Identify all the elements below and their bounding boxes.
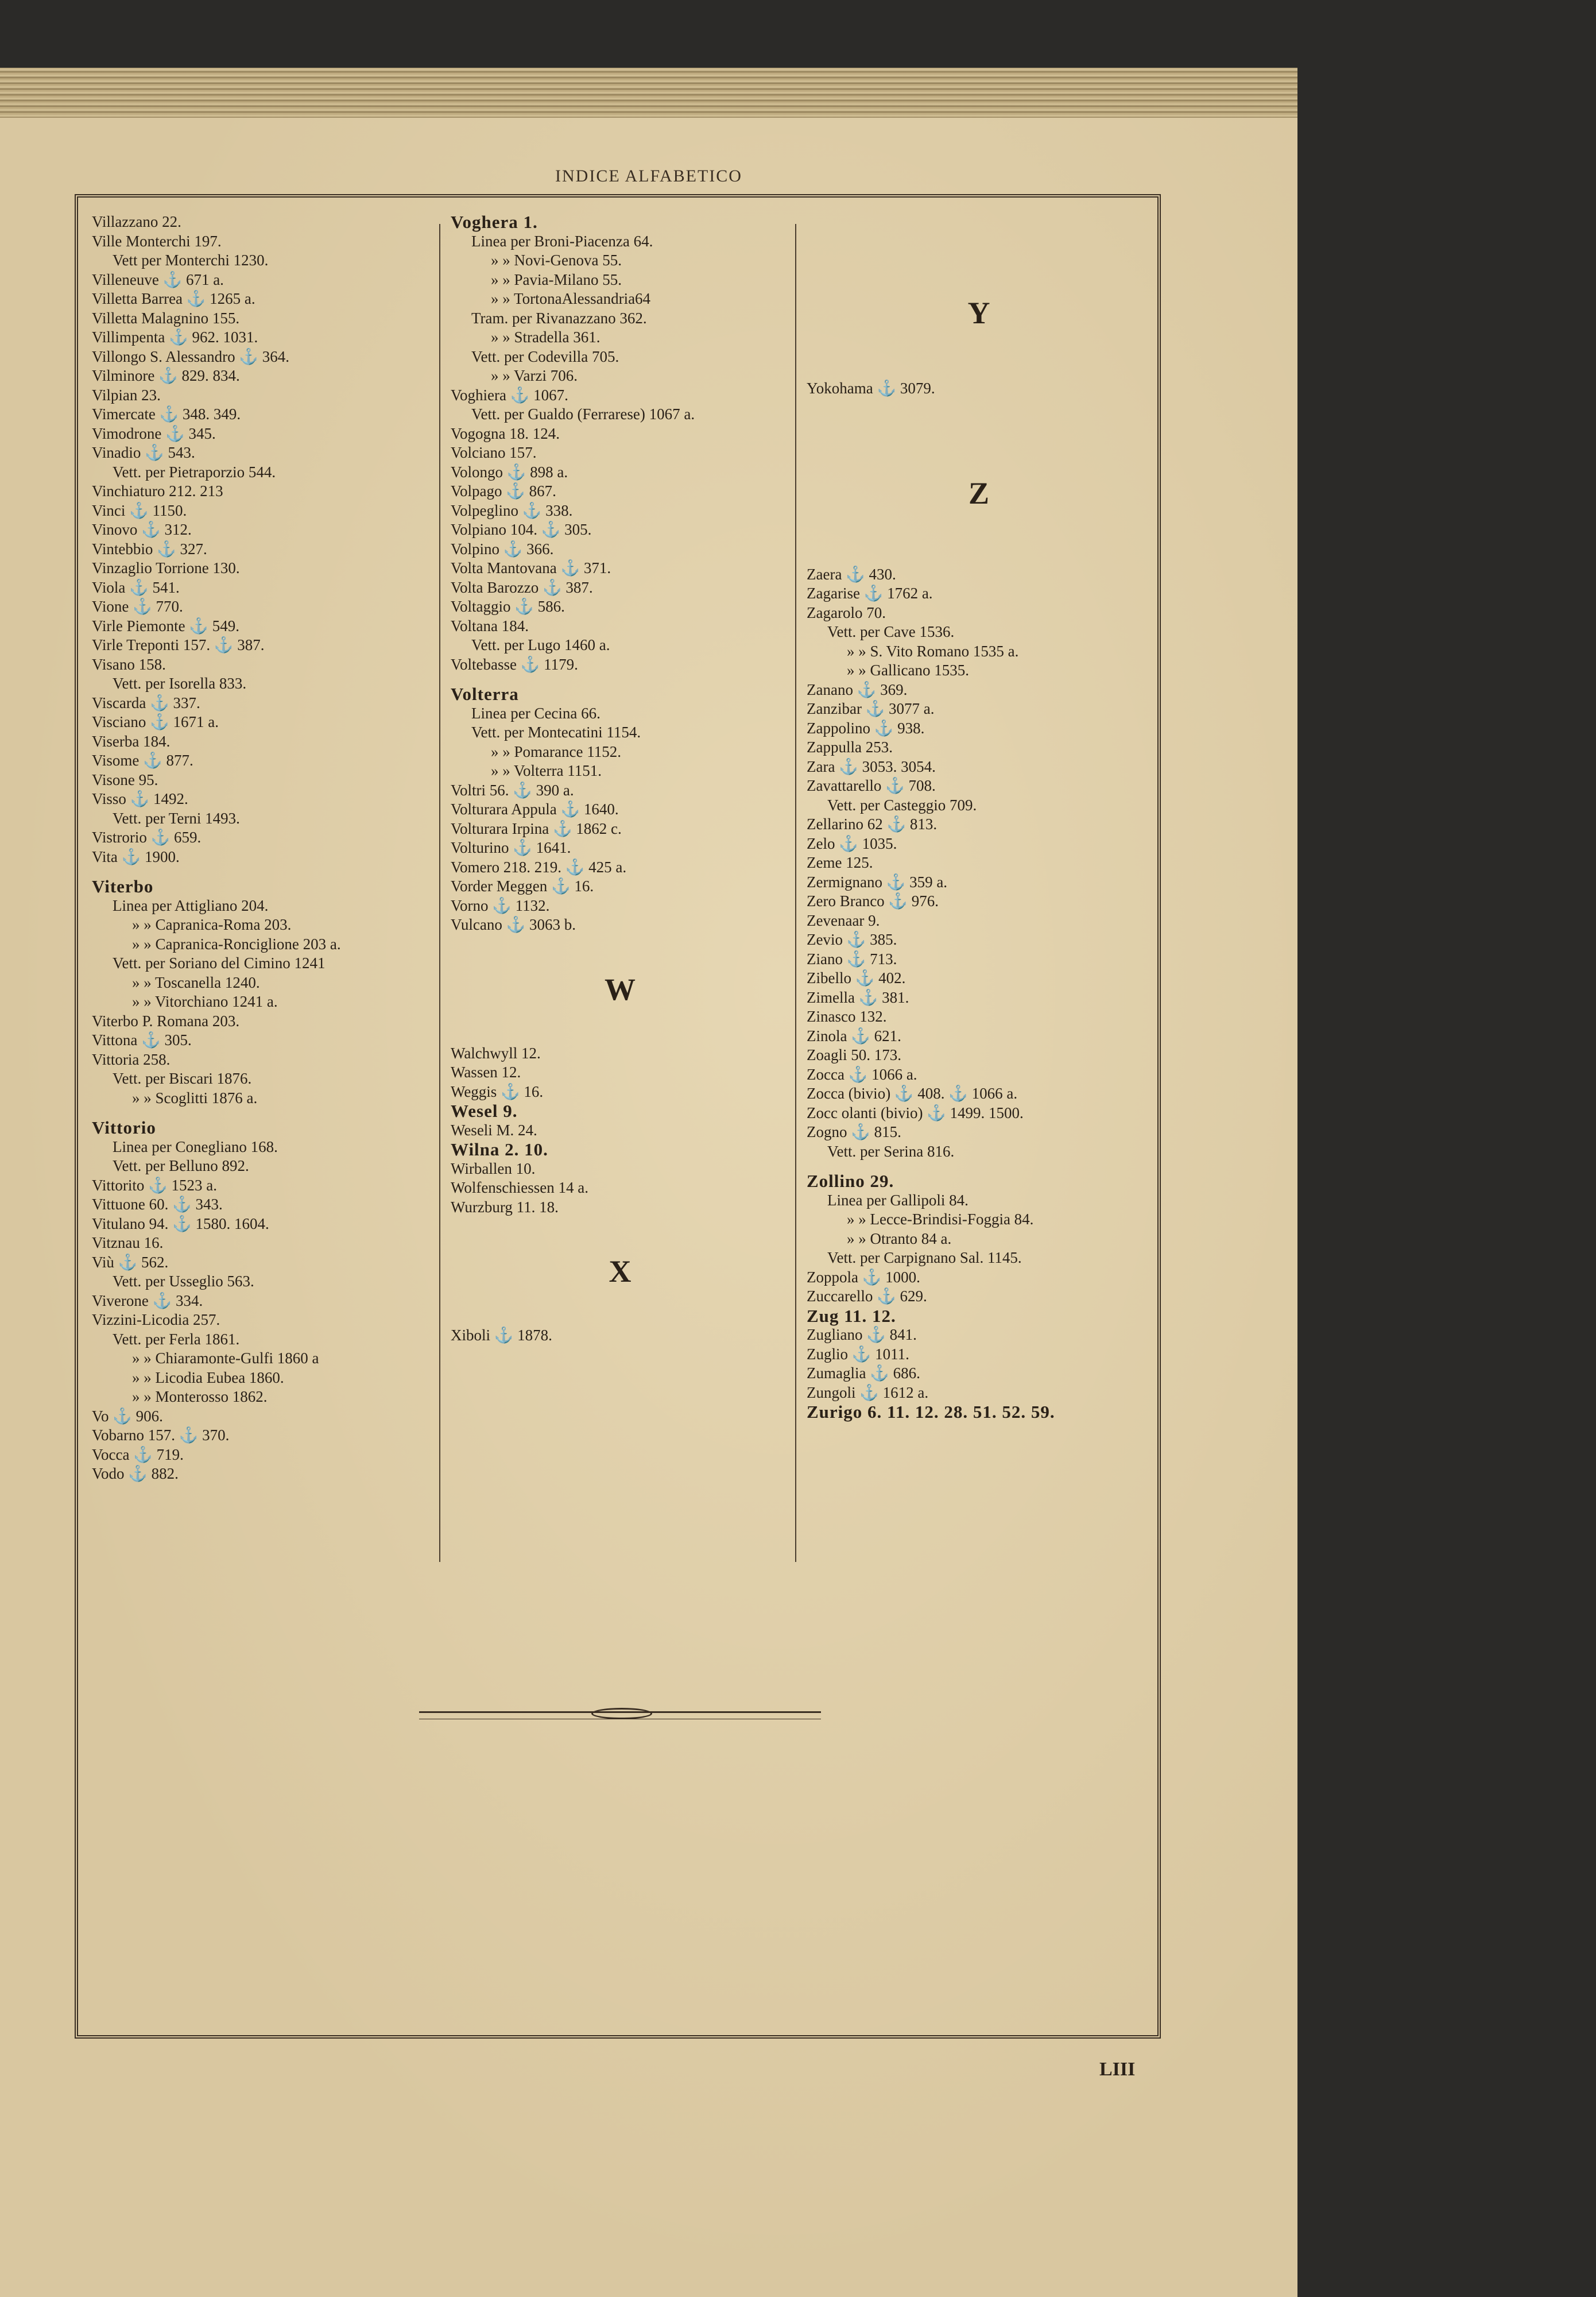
index-subentry: » » Novi-Genova 55. (491, 252, 622, 269)
index-subentry: » » Pavia-Milano 55. (491, 270, 622, 288)
index-subentry: » » Vitorchiano 1241 a. (132, 993, 278, 1010)
index-entry: Viverone ⚓ 334. (92, 1291, 203, 1309)
section-letter-z: Z (968, 475, 990, 511)
index-subentry: Linea per Gallipoli 84. (827, 1191, 969, 1209)
index-entry: Zuglio ⚓ 1011. (807, 1345, 909, 1363)
index-entry: Vomero 218. 219. ⚓ 425 a. (451, 858, 627, 876)
index-entry: Visone 95. (92, 771, 158, 788)
index-heading-vittorio: Vittorio (92, 1117, 156, 1138)
index-entry: Vizzini-Licodia 257. (92, 1311, 220, 1328)
index-entry: Vittuone 60. ⚓ 343. (92, 1196, 223, 1213)
index-entry: Zimella ⚓ 381. (807, 988, 909, 1006)
index-entry: Villeneuve ⚓ 671 a. (92, 270, 224, 288)
ornamental-rule (419, 1711, 821, 1719)
index-entry: Viola ⚓ 541. (92, 578, 180, 596)
index-entry: Zogno ⚓ 815. (807, 1123, 901, 1140)
index-entry: Zavattarello ⚓ 708. (807, 777, 936, 794)
index-entry: Zoppola ⚓ 1000. (807, 1268, 920, 1286)
index-entry: Zinasco 132. (807, 1008, 887, 1025)
index-entry: Vorder Meggen ⚓ 16. (451, 877, 594, 895)
index-entry: Zocca (bivio) ⚓ 408. ⚓ 1066 a. (807, 1085, 1018, 1102)
index-entry: Vittona ⚓ 305. (92, 1031, 192, 1049)
index-subentry: Vett. per Montecatini 1154. (471, 724, 641, 741)
index-subentry: Vett. per Terni 1493. (113, 809, 240, 827)
index-entry: Volongo ⚓ 898 a. (451, 463, 568, 481)
index-entry: Voltri 56. ⚓ 390 a. (451, 781, 574, 799)
index-entry: Virle Piemonte ⚓ 549. (92, 617, 239, 635)
index-entry: Wirballen 10. (451, 1159, 536, 1177)
index-entry: Zuccarello ⚓ 629. (807, 1287, 927, 1305)
index-entry: Vogogna 18. 124. (451, 424, 560, 442)
index-entry: Villazzano 22. (92, 213, 181, 230)
index-entry: Zocc olanti (bivio) ⚓ 1499. 1500. (807, 1104, 1024, 1122)
index-subentry: Vett. per Serina 816. (827, 1142, 955, 1160)
index-entry: Volpeglino ⚓ 338. (451, 501, 573, 519)
index-entry: Vulcano ⚓ 3063 b. (451, 916, 576, 933)
index-entry: Wurzburg 11. 18. (451, 1198, 559, 1216)
index-entry: Vione ⚓ 770. (92, 598, 183, 615)
index-entry: Vorno ⚓ 1132. (451, 896, 550, 914)
index-entry: Yokohama ⚓ 3079. (807, 380, 935, 397)
index-entry: Villongo S. Alessandro ⚓ 364. (92, 347, 289, 365)
index-entry: Villetta Barrea ⚓ 1265 a. (92, 290, 255, 307)
index-entry: Voltaggio ⚓ 586. (451, 598, 565, 615)
index-entry: Volpago ⚓ 867. (451, 482, 556, 500)
index-subentry: » » Pomarance 1152. (491, 743, 621, 760)
index-entry: Viscarda ⚓ 337. (92, 694, 200, 711)
index-entry: Zappulla 253. (807, 738, 893, 756)
index-subentry: Vett. per Biscari 1876. (113, 1070, 252, 1087)
index-subentry: » » Capranica-Ronciglione 203 a. (132, 935, 341, 953)
index-column-3 (807, 212, 1151, 1422)
index-entry: Villetta Malagnino 155. (92, 309, 240, 327)
index-subentry: Vett. per Cave 1536. (827, 623, 955, 640)
index-entry: Zara ⚓ 3053. 3054. (807, 757, 936, 775)
index-subentry: Vett. per Isorella 833. (113, 675, 247, 692)
index-entry: Zellarino 62 ⚓ 813. (807, 815, 938, 833)
index-entry: Zocca ⚓ 1066 a. (807, 1065, 917, 1083)
index-entry: Ziano ⚓ 713. (807, 950, 897, 968)
index-entry: Vocca ⚓ 719. (92, 1445, 184, 1463)
index-subentry: Vett. per Soriano del Cimino 1241 (113, 954, 326, 972)
index-heading-wilna: Wilna 2. 10. (451, 1139, 548, 1159)
index-entry: Vintebbio ⚓ 327. (92, 540, 207, 558)
running-head: INDICE ALFABETICO (555, 167, 742, 185)
index-subentry: Vett. per Carpignano Sal. 1145. (827, 1249, 1022, 1266)
index-entry: Volta Mantovana ⚓ 371. (451, 559, 611, 577)
section-letter-y: Y (967, 296, 990, 330)
index-entry: Wassen 12. (451, 1064, 521, 1081)
index-entry: Volpino ⚓ 366. (451, 540, 554, 558)
index-subentry: » » Capranica-Roma 203. (132, 916, 292, 933)
index-subentry: Linea per Cecina 66. (471, 704, 601, 722)
index-subentry: Linea per Broni-Piacenza 64. (471, 232, 653, 250)
index-entry: Vilminore ⚓ 829. 834. (92, 367, 240, 384)
index-entry: Vilpian 23. (92, 386, 161, 404)
index-subentry: Vett. per Usseglio 563. (113, 1273, 254, 1290)
index-subentry: » » Stradella 361. (491, 328, 601, 346)
index-heading-zug: Zug 11. 12. (807, 1305, 896, 1326)
index-entry: Vistrorio ⚓ 659. (92, 829, 202, 846)
index-heading-voghera: Voghera 1. (451, 212, 538, 232)
index-subentry: Vett. per Pietraporzio 544. (113, 463, 276, 481)
index-subentry: » » Gallicano 1535. (847, 662, 969, 679)
index-entry: Vinci ⚓ 1150. (92, 501, 187, 519)
index-entry: Vimercate ⚓ 348. 349. (92, 405, 241, 423)
index-entry: Vita ⚓ 1900. (92, 848, 180, 865)
index-entry: Visso ⚓ 1492. (92, 790, 188, 807)
book-page-edges (0, 68, 1297, 119)
index-heading-zollino: Zollino 29. (807, 1171, 894, 1191)
index-entry: Zumaglia ⚓ 686. (807, 1364, 920, 1382)
index-entry: Virle Treponti 157. ⚓ 387. (92, 636, 265, 653)
index-subentry: Vett per Monterchi 1230. (113, 252, 269, 269)
index-entry: Zero Branco ⚓ 976. (807, 892, 939, 910)
index-entry: Vittoria 258. (92, 1050, 171, 1068)
index-entry: Voltana 184. (451, 617, 529, 635)
index-subentry: Vett. per Belluno 892. (113, 1157, 249, 1174)
index-heading-zurigo: Zurigo 6. 11. 12. 28. 51. 52. 59. (807, 1402, 1055, 1422)
index-entry: Zungoli ⚓ 1612 a. (807, 1383, 929, 1401)
index-heading-volterra: Volterra (451, 684, 519, 704)
index-entry: Vitulano 94. ⚓ 1580. 1604. (92, 1215, 269, 1232)
index-heading-wesel: Wesel 9. (451, 1101, 518, 1121)
index-entry: Vobarno 157. ⚓ 370. (92, 1426, 230, 1444)
index-entry: Zinola ⚓ 621. (807, 1027, 901, 1045)
index-entry: Viserba 184. (92, 732, 171, 750)
index-entry: Volturino ⚓ 1641. (451, 839, 571, 856)
index-entry: Zagarise ⚓ 1762 a. (807, 585, 933, 602)
index-subentry: Linea per Attigliano 204. (113, 896, 269, 914)
index-entry: Vimodrone ⚓ 345. (92, 424, 216, 442)
index-entry: Ville Monterchi 197. (92, 232, 222, 250)
index-entry: Zappolino ⚓ 938. (807, 719, 925, 737)
index-subentry: » » TortonaAlessandria64 (491, 290, 651, 307)
index-entry: Visciano ⚓ 1671 a. (92, 713, 219, 730)
column-divider-1 (439, 224, 440, 1562)
page-number: LIII (1099, 2059, 1136, 2080)
index-entry: Xiboli ⚓ 1878. (451, 1327, 552, 1344)
index-entry: Volpiano 104. ⚓ 305. (451, 521, 592, 538)
index-entry: Volturara Appula ⚓ 1640. (451, 801, 619, 818)
index-entry: Zanzibar ⚓ 3077 a. (807, 700, 935, 717)
section-letter-x: X (609, 1254, 632, 1289)
index-subentry: » » Chiaramonte-Gulfi 1860 a (132, 1349, 319, 1367)
index-entry: Volciano 157. (451, 444, 537, 461)
index-entry: Visano 158. (92, 655, 166, 673)
index-heading-viterbo: Viterbo (92, 876, 154, 896)
index-entry: Zevenaar 9. (807, 911, 880, 929)
index-column-1 (92, 212, 436, 1484)
index-subentry: » » Monterosso 1862. (132, 1388, 268, 1405)
index-entry: Volturara Irpina ⚓ 1862 c. (451, 819, 622, 837)
index-subentry: » » Lecce-Brindisi-Foggia 84. (847, 1211, 1034, 1228)
index-entry: Walchwyll 12. (451, 1044, 541, 1062)
index-entry: Zelo ⚓ 1035. (807, 834, 897, 852)
index-entry: Zaera ⚓ 430. (807, 565, 896, 583)
index-entry: Visome ⚓ 877. (92, 752, 193, 769)
index-entry: Zeme 125. (807, 854, 873, 871)
column-divider-2 (795, 224, 796, 1562)
index-entry: Vitznau 16. (92, 1234, 164, 1251)
index-entry: Zagarolo 70. (807, 604, 886, 621)
index-entry: Zanano ⚓ 369. (807, 680, 908, 698)
index-entry: Villimpenta ⚓ 962. 1031. (92, 328, 258, 346)
index-subentry: » » Scoglitti 1876 a. (132, 1089, 258, 1107)
index-entry: Weseli M. 24. (451, 1121, 537, 1139)
index-entry: Zibello ⚓ 402. (807, 969, 906, 987)
index-entry: Vittorito ⚓ 1523 a. (92, 1176, 217, 1194)
index-subentry: » » S. Vito Romano 1535 a. (847, 642, 1019, 660)
index-subentry: Vett. per Ferla 1861. (113, 1330, 240, 1348)
index-subentry: » » Licodia Eubea 1860. (132, 1368, 284, 1386)
index-entry: Viù ⚓ 562. (92, 1253, 169, 1271)
section-letter-w: W (605, 972, 636, 1007)
index-entry: Viterbo P. Romana 203. (92, 1012, 240, 1030)
index-entry: Zugliano ⚓ 841. (807, 1326, 917, 1343)
index-subentry: » » Toscanella 1240. (132, 973, 260, 991)
index-entry: Wolfenschiessen 14 a. (451, 1179, 589, 1196)
index-entry: Weggis ⚓ 16. (451, 1082, 544, 1100)
index-subentry: Vett. per Casteggio 709. (827, 796, 977, 814)
index-subentry: Vett. per Lugo 1460 a. (471, 636, 610, 653)
index-subentry: Vett. per Codevilla 705. (471, 347, 619, 365)
index-entry: Vinadio ⚓ 543. (92, 444, 195, 461)
index-subentry: » » Volterra 1151. (491, 762, 602, 779)
index-subentry: » » Otranto 84 a. (847, 1229, 952, 1247)
index-entry: Zevio ⚓ 385. (807, 931, 897, 948)
index-subentry: Tram. per Rivanazzano 362. (471, 309, 647, 327)
index-subentry: » » Varzi 706. (491, 367, 578, 384)
index-entry: Voltebasse ⚓ 1179. (451, 655, 578, 673)
index-entry: Vo ⚓ 906. (92, 1407, 163, 1425)
index-entry: Vinchiaturo 212. 213 (92, 482, 223, 500)
index-entry: Volta Barozzo ⚓ 387. (451, 578, 593, 596)
index-subentry: Linea per Conegliano 168. (113, 1138, 278, 1155)
index-entry: Voghiera ⚓ 1067. (451, 386, 568, 404)
index-entry: Vinzaglio Torrione 130. (92, 559, 240, 577)
index-entry: Zoagli 50. 173. (807, 1046, 901, 1064)
index-entry: Zermignano ⚓ 359 a. (807, 873, 948, 891)
index-column-2 (451, 212, 789, 1345)
index-entry: Vodo ⚓ 882. (92, 1465, 179, 1482)
index-subentry: Vett. per Gualdo (Ferrarese) 1067 a. (471, 405, 695, 423)
index-entry: Vinovo ⚓ 312. (92, 521, 192, 538)
